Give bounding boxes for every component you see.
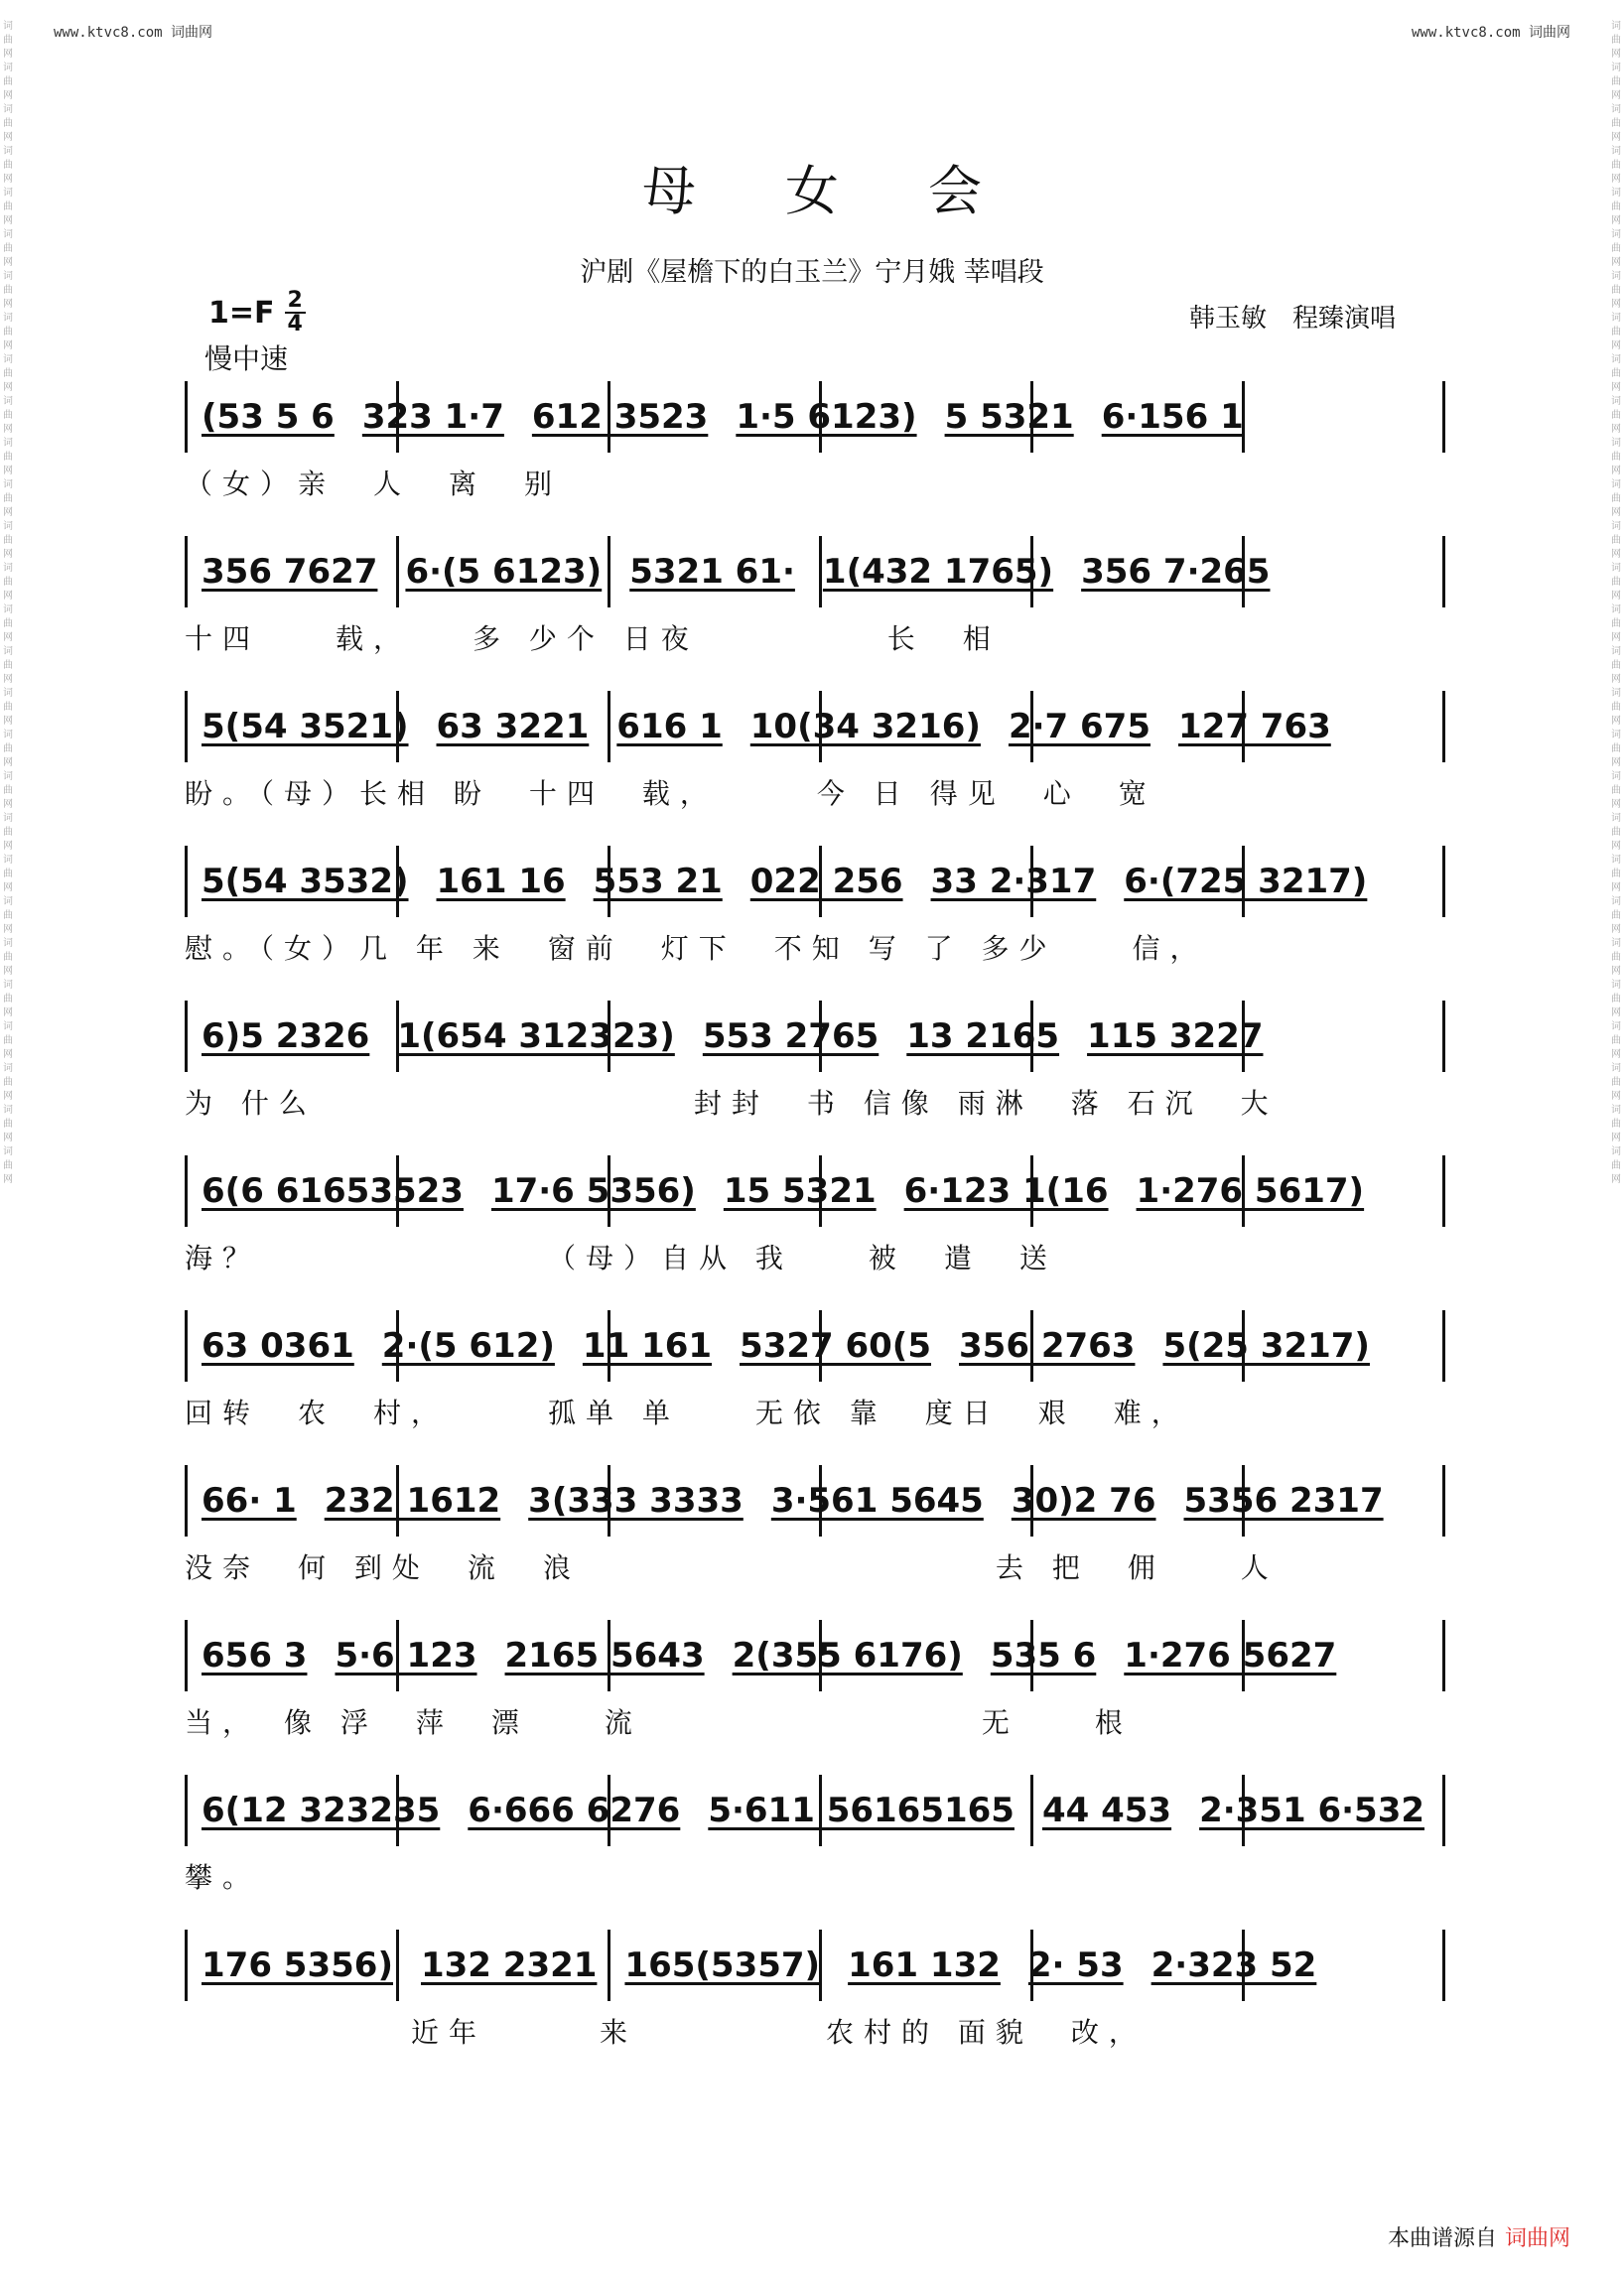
key-label: 1=F bbox=[208, 295, 275, 331]
measure: 656 3 bbox=[202, 1636, 308, 1675]
lyric-line: 攀。 bbox=[185, 1861, 261, 1894]
measure: 553 2765 bbox=[702, 1016, 880, 1056]
measure: 1(432 1765) bbox=[822, 552, 1054, 592]
measure: 6·156 1 bbox=[1101, 397, 1244, 437]
measure: 356 7627 bbox=[202, 552, 378, 592]
lyric-line: （女）亲 人 离 别 bbox=[185, 468, 563, 500]
measure: (53 5 6 bbox=[202, 397, 335, 437]
measure: 33 2·317 bbox=[930, 862, 1097, 901]
lyric-line: 没奈 何 到处 流 浪 去 把 佣 人 bbox=[185, 1551, 1279, 1584]
header-site-left[interactable]: www.ktvc8.com 词曲网 bbox=[54, 25, 213, 41]
measure: 132 2321 bbox=[420, 1945, 598, 1985]
lyric-line: 盼。（母）长相 盼 十四 载， 今 日 得见 心 宽 bbox=[185, 777, 1156, 810]
notation-line bbox=[185, 1310, 1445, 1382]
measure: 115 3227 bbox=[1087, 1016, 1264, 1056]
lyric-line: 近年 来 农村的 面貌 改， bbox=[185, 2016, 1147, 2049]
notation-line bbox=[185, 846, 1445, 917]
measure: 6)5 2326 bbox=[202, 1016, 370, 1056]
measure: 30)2 76 bbox=[1011, 1481, 1156, 1521]
measure: 161 132 bbox=[848, 1945, 1001, 1985]
measure: 2· 53 bbox=[1027, 1945, 1124, 1985]
score bbox=[185, 381, 1445, 2084]
notation-line bbox=[185, 1001, 1445, 1072]
notation-line bbox=[185, 1930, 1445, 2001]
measure: 17·6 5356) bbox=[490, 1171, 696, 1211]
footer-prefix: 本曲谱源自 bbox=[1387, 2226, 1497, 2251]
measure: 6·(5 6123) bbox=[405, 552, 603, 592]
measure: 6(6 61653523 bbox=[202, 1171, 464, 1211]
measure: 5·611 56165165 bbox=[708, 1791, 1015, 1830]
time-signature bbox=[285, 290, 306, 335]
notation-line bbox=[185, 691, 1445, 762]
measure: 63 3221 bbox=[436, 707, 590, 746]
measure: 2165 5643 bbox=[504, 1636, 705, 1675]
score-system bbox=[185, 1775, 1445, 1930]
score-system bbox=[185, 846, 1445, 1001]
measure: 44 453 bbox=[1041, 1791, 1172, 1830]
measure: 6·666 6276 bbox=[468, 1791, 681, 1830]
measure: 5(54 3521) bbox=[202, 707, 409, 746]
lyric-line: 为 什么 封封 书 信像 雨淋 落 石沉 大 bbox=[185, 1087, 1279, 1120]
measure: 2·7 675 bbox=[1008, 707, 1150, 746]
measure: 5(54 3532) bbox=[202, 862, 409, 901]
measure: 2·351 6·532 bbox=[1199, 1791, 1425, 1830]
measure: 612 3523 bbox=[531, 397, 709, 437]
tempo-marking: 慢中速 bbox=[204, 342, 289, 375]
score-system bbox=[185, 1001, 1445, 1155]
measure: 3·561 5645 bbox=[770, 1481, 984, 1521]
measure: 6·123 1(16 bbox=[903, 1171, 1109, 1211]
measure: 535 6 bbox=[990, 1636, 1097, 1675]
measure: 13 2165 bbox=[906, 1016, 1060, 1056]
measure: 10(34 3216) bbox=[749, 707, 981, 746]
notation-line bbox=[185, 536, 1445, 607]
side-watermark-right: 词曲网词曲网词曲网词曲网词曲网词曲网词曲网词曲网词曲网词曲网词曲网词曲网词曲网词曲网词曲网词曲网词曲网词曲网词曲网词曲网词曲网词曲网词曲网词曲网词曲网词曲网词曲网词曲网 bbox=[1611, 21, 1621, 1185]
lyric-line: 回转 农 村， 孤单 单 无依 靠 度日 艰 难， bbox=[185, 1397, 1189, 1429]
lyric-line: 十四 载， 多 少个 日夜 长 相 bbox=[185, 622, 1001, 655]
measure: 232 1612 bbox=[324, 1481, 501, 1521]
lyric-line: 当， 像 浮 萍 漂 流 无 根 bbox=[185, 1706, 1133, 1739]
header-site-right[interactable]: www.ktvc8.com 词曲网 bbox=[1411, 25, 1570, 41]
measure: 6(12 323235 bbox=[202, 1791, 441, 1830]
song-subtitle: 沪剧《屋檐下的白玉兰》宁月娥 莘唱段 bbox=[580, 257, 1044, 288]
measure: 3(333 3333 bbox=[528, 1481, 744, 1521]
measure: 2·(5 612) bbox=[381, 1326, 555, 1366]
lyric-line: 慰。（女）几 年 来 窗前 灯下 不知 写 了 多少 信， bbox=[185, 932, 1208, 965]
measure: 323 1·7 bbox=[361, 397, 504, 437]
time-denominator: 4 bbox=[287, 312, 303, 336]
key-signature bbox=[208, 290, 306, 335]
measure: 1(654 312323) bbox=[397, 1016, 675, 1056]
measure: 165(5357) bbox=[624, 1945, 821, 1985]
notation-line bbox=[185, 1155, 1445, 1227]
measure: 022 256 bbox=[749, 862, 903, 901]
score-system bbox=[185, 1930, 1445, 2084]
measure: 356 7·265 bbox=[1081, 552, 1271, 592]
measure: 15 5321 bbox=[723, 1171, 877, 1211]
score-system bbox=[185, 536, 1445, 691]
measure: 5321 61· bbox=[629, 552, 795, 592]
footer-credit bbox=[1388, 2221, 1570, 2252]
measure: 66· 1 bbox=[202, 1481, 297, 1521]
score-system bbox=[185, 1620, 1445, 1775]
performers: 韩玉敏 程臻演唱 bbox=[1188, 304, 1396, 334]
notation-line bbox=[185, 1465, 1445, 1537]
measure: 6·(725 3217) bbox=[1124, 862, 1368, 901]
measure: 11 161 bbox=[582, 1326, 713, 1366]
measure: 161 16 bbox=[436, 862, 566, 901]
measure: 1·5 6123) bbox=[736, 397, 917, 437]
score-system bbox=[185, 691, 1445, 846]
score-system bbox=[185, 1155, 1445, 1310]
side-watermark-left: 词曲网词曲网词曲网词曲网词曲网词曲网词曲网词曲网词曲网词曲网词曲网词曲网词曲网词曲网词曲网词曲网词曲网词曲网词曲网词曲网词曲网词曲网词曲网词曲网词曲网词曲网词曲网词曲网 bbox=[3, 21, 13, 1185]
notation-line bbox=[185, 1620, 1445, 1691]
notation-line bbox=[185, 1775, 1445, 1846]
measure: 5·6 123 bbox=[335, 1636, 477, 1675]
measure: 2(355 6176) bbox=[732, 1636, 963, 1675]
measure: 553 21 bbox=[593, 862, 723, 901]
measure: 63 0361 bbox=[202, 1326, 354, 1366]
score-system bbox=[185, 1310, 1445, 1465]
measure: 127 763 bbox=[1178, 707, 1331, 746]
lyric-line: 海？ （母）自从 我 被 遣 送 bbox=[185, 1242, 1057, 1274]
measure: 5 5321 bbox=[944, 397, 1074, 437]
measure: 2·323 52 bbox=[1150, 1945, 1317, 1985]
footer-site-link[interactable]: 词曲网 bbox=[1504, 2226, 1570, 2251]
time-numerator: 2 bbox=[285, 290, 306, 314]
measure: 616 1 bbox=[616, 707, 723, 746]
measure: 176 5356) bbox=[202, 1945, 393, 1985]
measure: 5356 2317 bbox=[1183, 1481, 1384, 1521]
notation-line bbox=[185, 381, 1445, 453]
measure: 356 2763 bbox=[959, 1326, 1136, 1366]
score-system bbox=[185, 381, 1445, 536]
measure: 5(25 3217) bbox=[1162, 1326, 1370, 1366]
score-system bbox=[185, 1465, 1445, 1620]
measure: 1·276 5617) bbox=[1136, 1171, 1365, 1211]
measure: 1·276 5627 bbox=[1124, 1636, 1337, 1675]
measure: 5327 60(5 bbox=[740, 1326, 932, 1366]
song-title: 母女会 bbox=[642, 160, 1071, 222]
